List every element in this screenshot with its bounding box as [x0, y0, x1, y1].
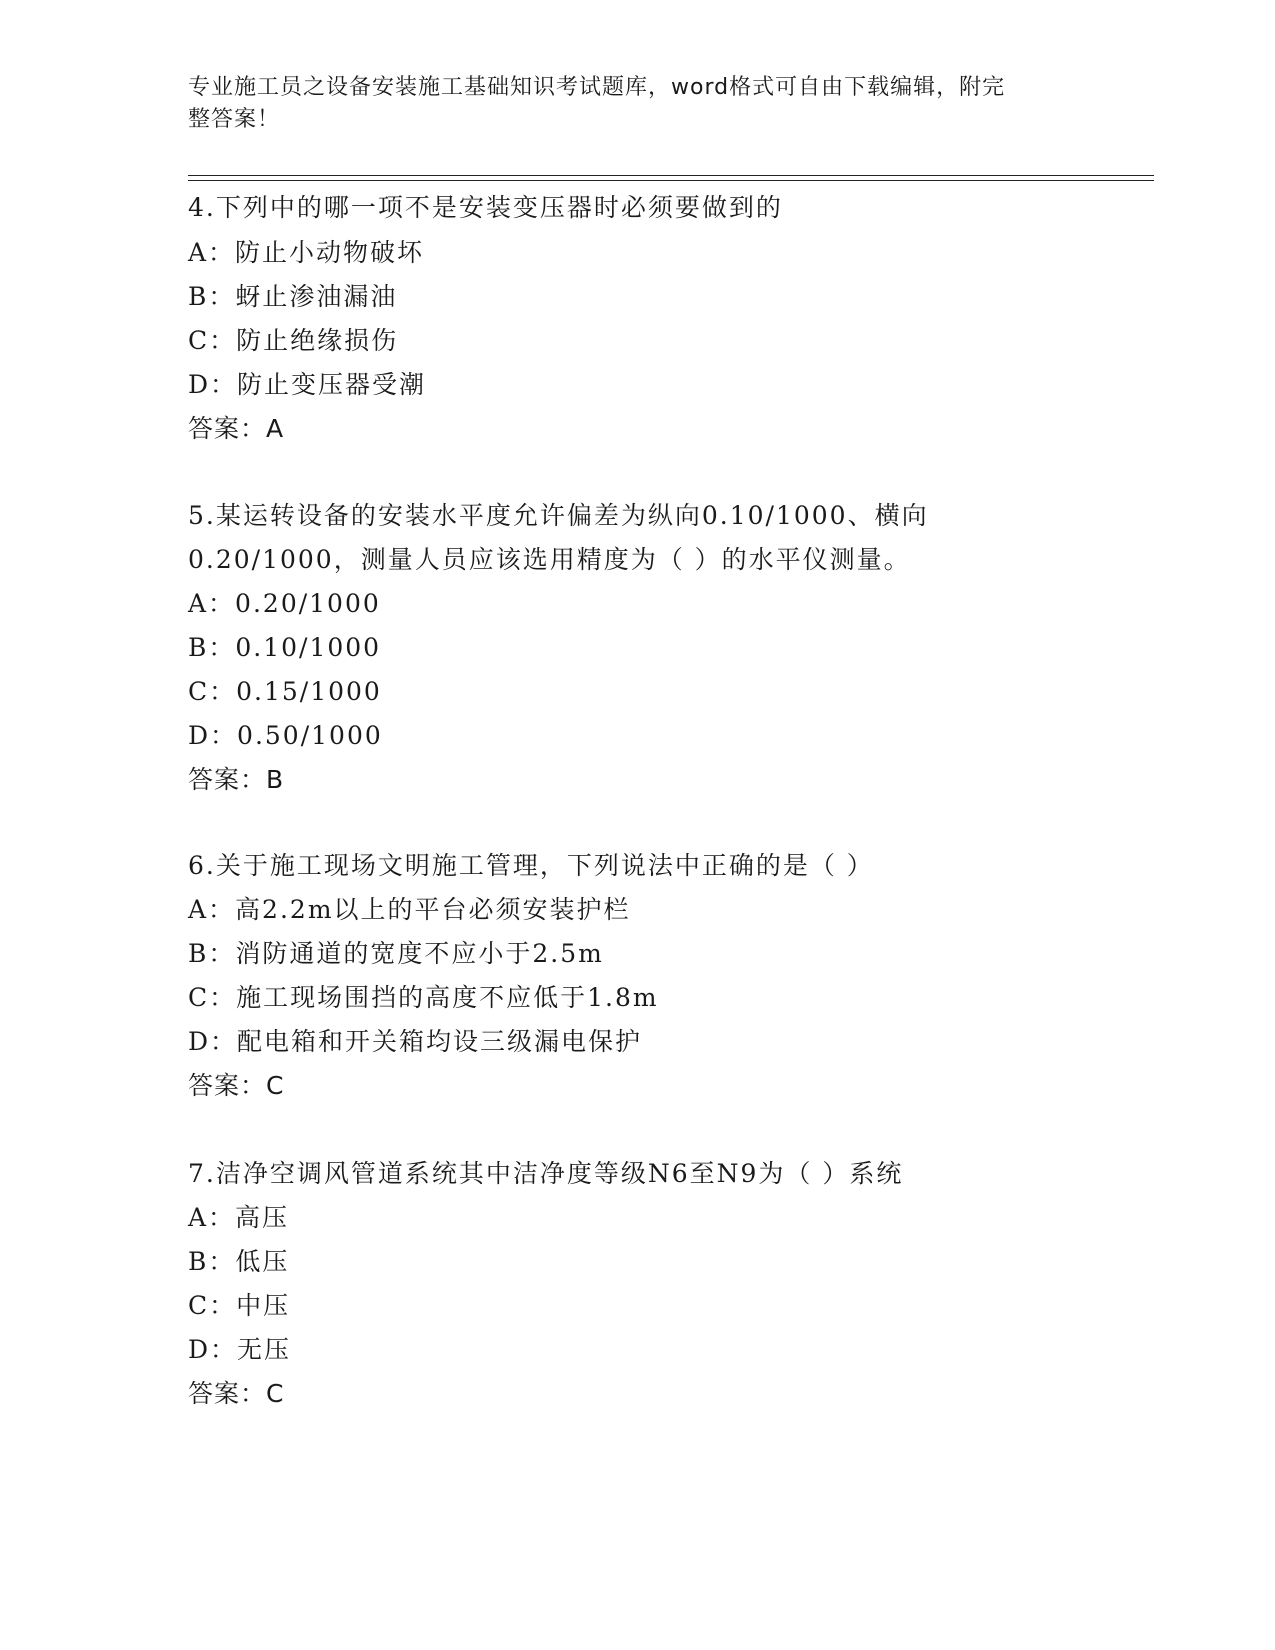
question-6-stem: 6.关于施工现场文明施工管理，下列说法中正确的是（ ） — [188, 851, 874, 880]
question-6-option-a: A：高2.2m以上的平台必须安装护栏 — [188, 895, 631, 924]
question-7-answer: 答案：C — [188, 1379, 285, 1408]
header-text-line-1: 专业施工员之设备安装施工基础知识考试题库，word格式可自由下载编辑，附完 — [188, 75, 1006, 100]
question-7-stem: 7.洁净空调风管道系统其中洁净度等级N6至N9为（ ）系统 — [188, 1159, 904, 1188]
question-5-stem-line-2: 0.20/1000，测量人员应该选用精度为（ ）的水平仪测量。 — [188, 545, 911, 574]
header-divider-top — [188, 175, 1154, 176]
header-text-line-2: 整答案！ — [188, 107, 281, 132]
question-5-option-c: C：0.15/1000 — [188, 677, 382, 706]
question-5-answer: 答案：B — [188, 765, 285, 794]
question-5-option-d: D：0.50/1000 — [188, 721, 383, 750]
question-5-stem-line-1: 5.某运转设备的安装水平度允许偏差为纵向0.10/1000、横向 — [188, 501, 929, 530]
header-divider-bottom — [188, 180, 1154, 181]
question-5-option-b: B：0.10/1000 — [188, 633, 382, 662]
question-5-option-a: A：0.20/1000 — [188, 589, 381, 618]
question-7-option-d: D：无压 — [188, 1335, 292, 1364]
question-6-option-c: C：施工现场围挡的高度不应低于1.8m — [188, 983, 659, 1012]
question-6-answer: 答案：C — [188, 1071, 285, 1100]
question-7-option-a: A：高压 — [188, 1203, 290, 1232]
question-7-option-c: C：中压 — [188, 1291, 291, 1320]
question-6-option-b: B：消防通道的宽度不应小于2.5m — [188, 939, 604, 968]
question-4-answer: 答案：A — [188, 414, 285, 443]
question-4-option-a: A：防止小动物破坏 — [188, 238, 425, 267]
question-4-stem: 4.下列中的哪一项不是安装变压器时必须要做到的 — [188, 193, 783, 222]
question-4-option-c: C：防止绝缘损伤 — [188, 326, 399, 355]
question-7-option-b: B：低压 — [188, 1247, 290, 1276]
question-6-option-d: D：配电箱和开关箱均设三级漏电保护 — [188, 1027, 643, 1056]
question-4-option-b: B：蚜止渗油漏油 — [188, 282, 398, 311]
question-4-option-d: D：防止变压器受潮 — [188, 370, 427, 399]
